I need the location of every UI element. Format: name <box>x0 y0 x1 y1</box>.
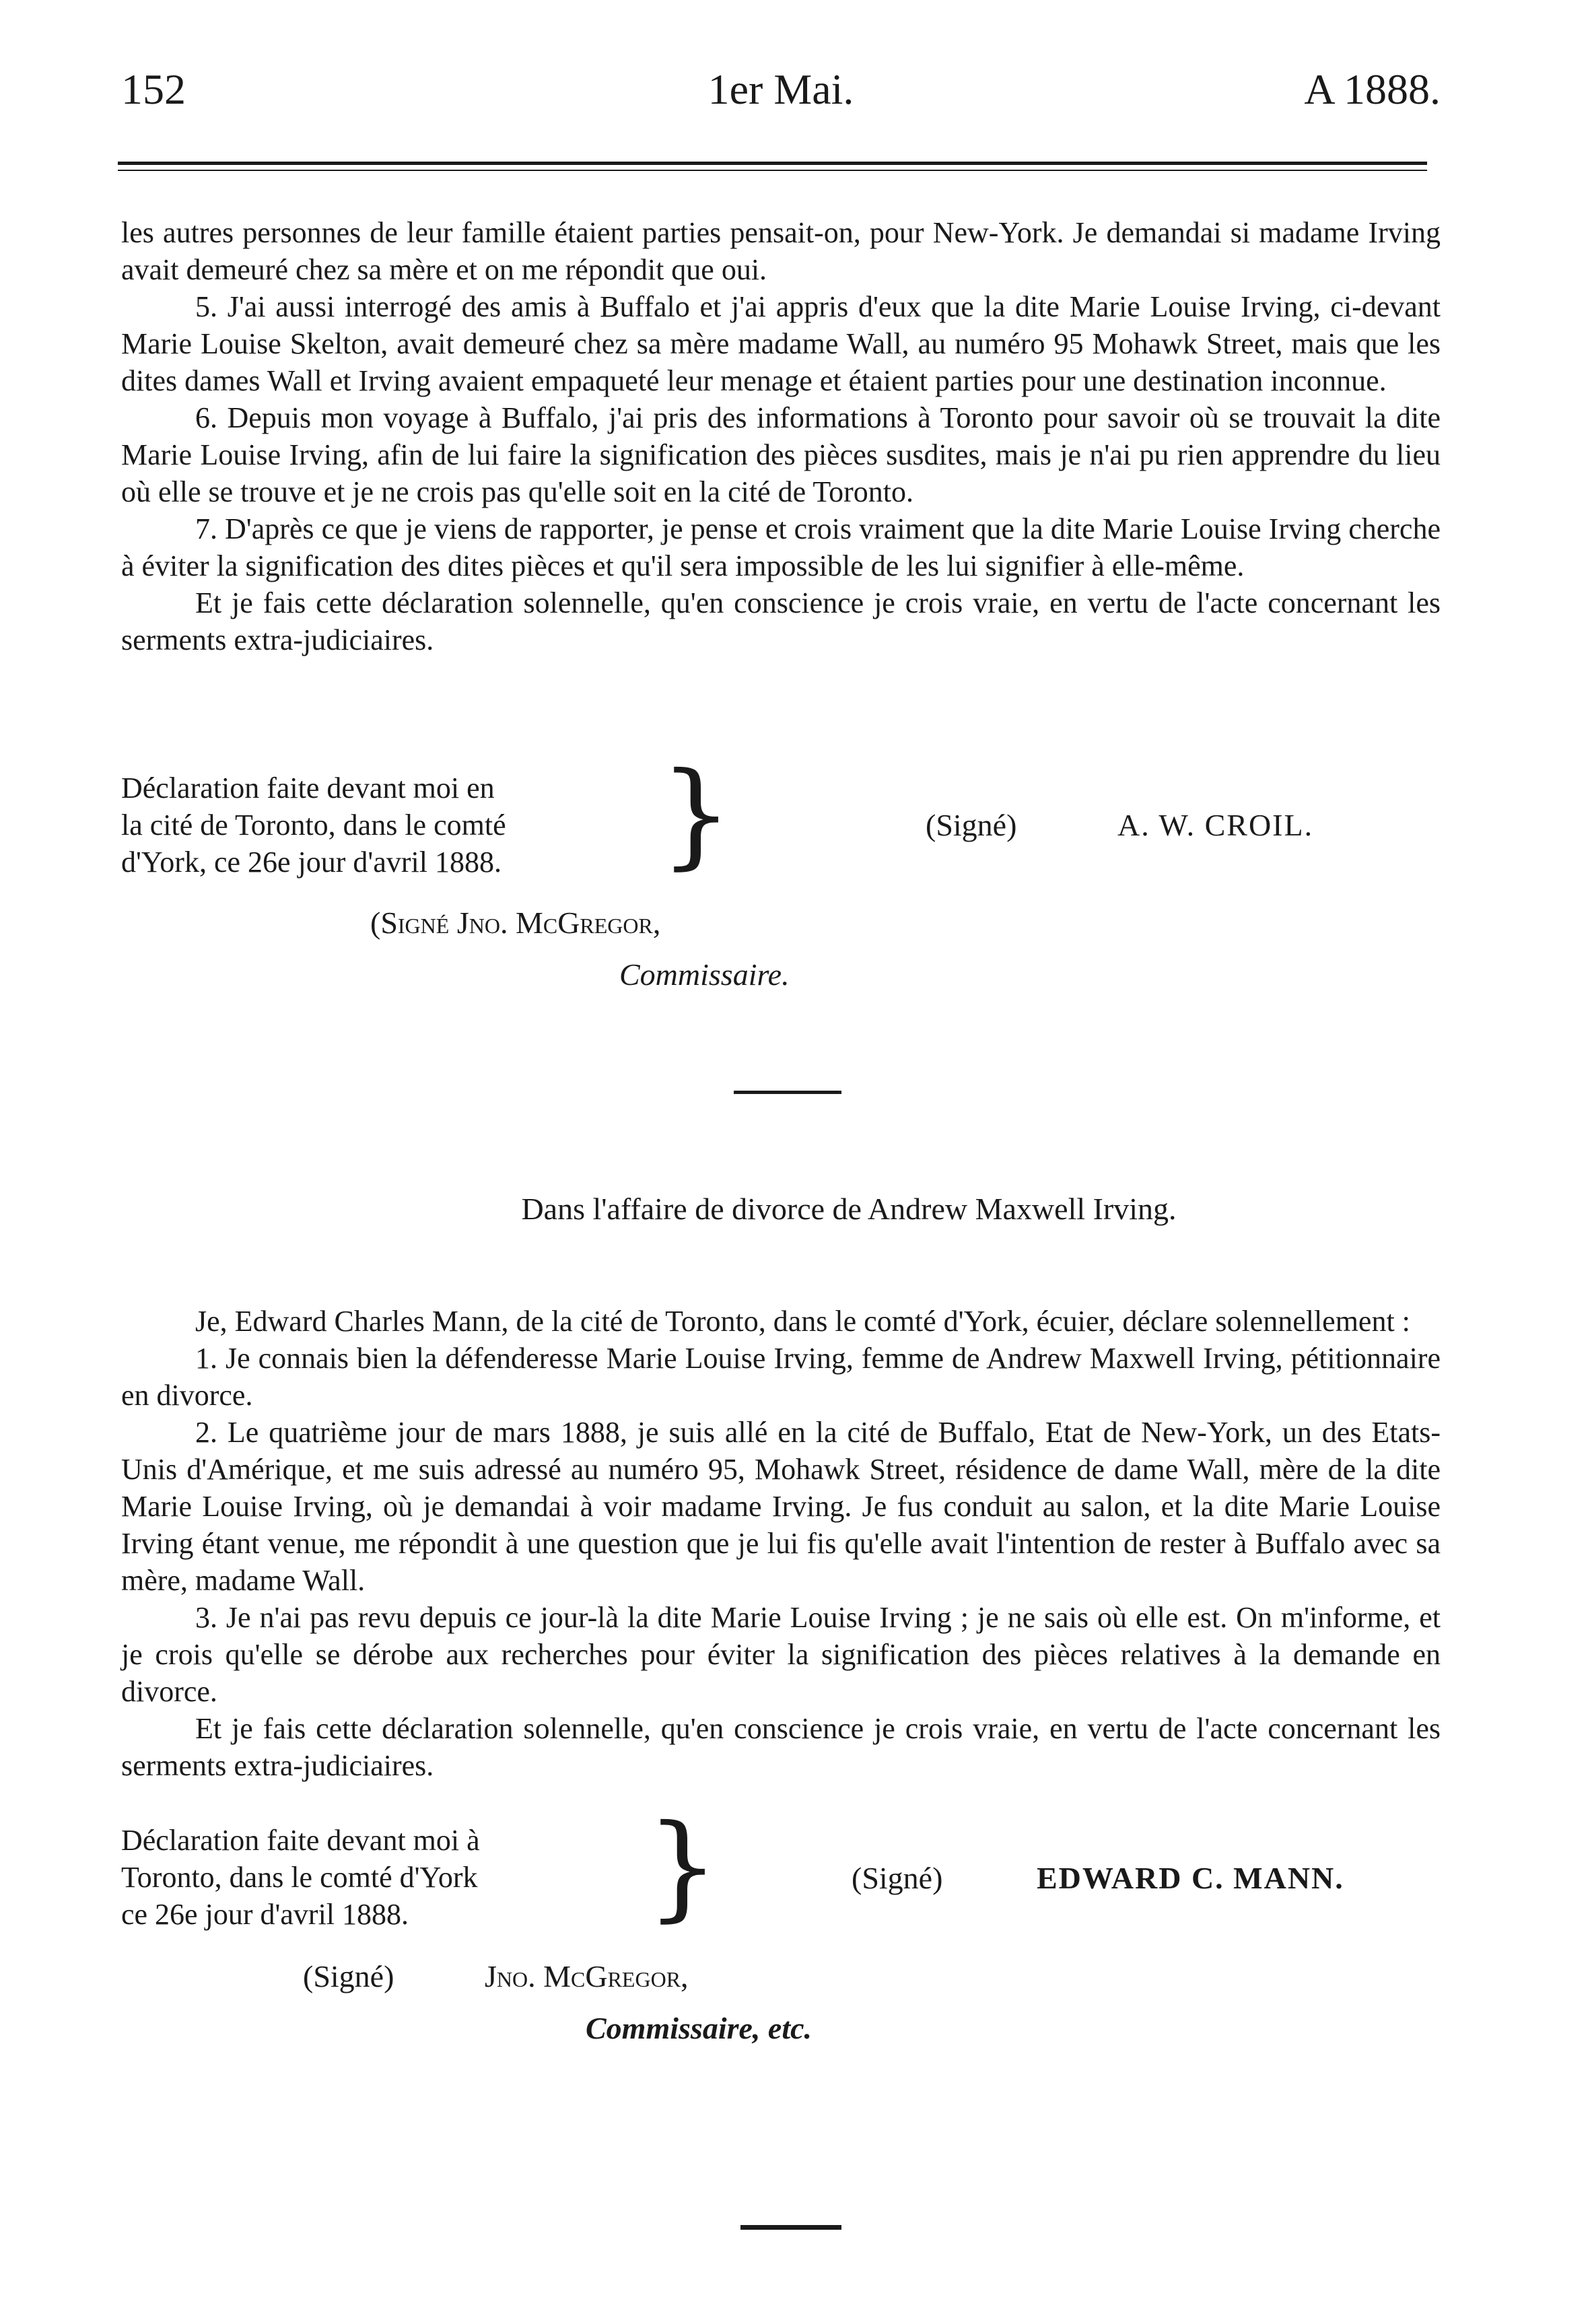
jurat-line: d'York, ce 26e jour d'avril 1888. <box>121 846 502 879</box>
end-divider <box>740 2225 841 2230</box>
section-divider <box>734 1091 841 1094</box>
jurat-line: Déclaration faite devant moi à <box>121 1824 480 1857</box>
paragraph: Je, Edward Charles Mann, de la cité de Toronto, dans le comté d'York, écuier, déclare solennellement : <box>195 1305 1410 1338</box>
commissioner-title: Commissaire, etc. <box>586 2011 813 2045</box>
declaration-mann-body <box>121 1303 1441 1784</box>
jurat-line: la cité de Toronto, dans le comté <box>121 809 506 842</box>
jurat-mann <box>121 1822 666 1933</box>
commissioner-name: Jno. McGregor, <box>485 1959 689 1993</box>
jurat-line: ce 26e jour d'avril 1888. <box>121 1898 409 1931</box>
paragraph: 7. D'après ce que je viens de rapporter, je pense et crois vraiment que la dite Marie Louise Irving cherche à éviter la signification des dites pièces et qu'il sera impossible de les lui signifier à elle-même. <box>121 512 1441 582</box>
paragraph: 5. J'ai aussi interrogé des amis à Buffalo et j'ai appris d'eux que la dite Marie Louise Irving, ci-devant Marie Louise Skelton, avait demeuré chez sa mère madame Wall, au numéro 95 Mohawk Street, mais que les dites dames Wall et Irving avaient empaqueté leur menage et étaient parties pour une destination inconnue. <box>121 290 1441 397</box>
signed-label: (Signé) <box>926 808 1017 842</box>
jurat-line: Toronto, dans le comté d'York <box>121 1861 478 1894</box>
page-number: 152 <box>121 65 186 113</box>
jurat-croil <box>121 770 666 881</box>
commissioner-signature: (Signé Jno. McGregor, <box>370 905 661 940</box>
commissioner-signed-label: (Signé) <box>303 1959 394 1993</box>
jurat-brace: } <box>660 748 733 881</box>
signed-label: (Signé) <box>852 1861 943 1895</box>
page-header <box>121 65 1441 125</box>
page-year: A 1888. <box>1304 65 1441 113</box>
declaration-croil-body <box>121 214 1441 658</box>
paragraph: les autres personnes de leur famille étaient parties pensait-on, pour New-York. Je demandai si madame Irving avait demeuré chez sa mère et on me répondit que oui. <box>121 216 1441 286</box>
signer-name: EDWARD C. MANN. <box>1037 1861 1344 1895</box>
paragraph: Et je fais cette déclaration solennelle, qu'en conscience je crois vraie, en vertu de l'acte concernant les serments extra-judiciaires. <box>121 1712 1441 1782</box>
page-date: 1er Mai. <box>707 65 854 113</box>
commissioner-title: Commissaire. <box>619 957 790 992</box>
header-rule-thin <box>118 170 1427 171</box>
paragraph: 6. Depuis mon voyage à Buffalo, j'ai pris des informations à Toronto pour savoir où se trouvait la dite Marie Louise Irving, afin de lui faire la signification des pièces susdites, mais je n'ai pu rien apprendre du lieu où elle se trouve et je ne crois pas qu'elle soit en la cité de Toronto. <box>121 401 1441 508</box>
case-title: Dans l'affaire de divorce de Andrew Maxwell Irving. <box>521 1192 1177 1226</box>
paragraph: 3. Je n'ai pas revu depuis ce jour-là la dite Marie Louise Irving ; je ne sais où elle est. On m'informe, et je crois qu'elle se dérobe aux recherches pour éviter la signification des pièces relatives à la demande en divorce. <box>121 1601 1441 1708</box>
header-rule-thick <box>118 162 1427 165</box>
jurat-line: Déclaration faite devant moi en <box>121 772 495 805</box>
signer-name: A. W. CROIL. <box>1117 808 1314 842</box>
paragraph: 1. Je connais bien la défenderesse Marie Louise Irving, femme de Andrew Maxwell Irving, pétitionnaire en divorce. <box>121 1342 1441 1412</box>
jurat-brace: } <box>646 1800 720 1934</box>
paragraph: 2. Le quatrième jour de mars 1888, je suis allé en la cité de Buffalo, Etat de New-York, un des Etats-Unis d'Amérique, et me suis adressé au numéro 95, Mohawk Street, résidence de dame Wall, mère de la dite Marie Louise Irving, où je demandai à voir madame Irving. Je fus conduit au salon, et la dite Marie Louise Irving étant venue, me répondit à une question que je lui fis qu'elle avait l'intention de rester à Buffalo avec sa mère, madame Wall. <box>121 1416 1441 1597</box>
paragraph: Et je fais cette déclaration solennelle, qu'en conscience je crois vraie, en vertu de l'acte concernant les serments extra-judiciaires. <box>121 586 1441 656</box>
